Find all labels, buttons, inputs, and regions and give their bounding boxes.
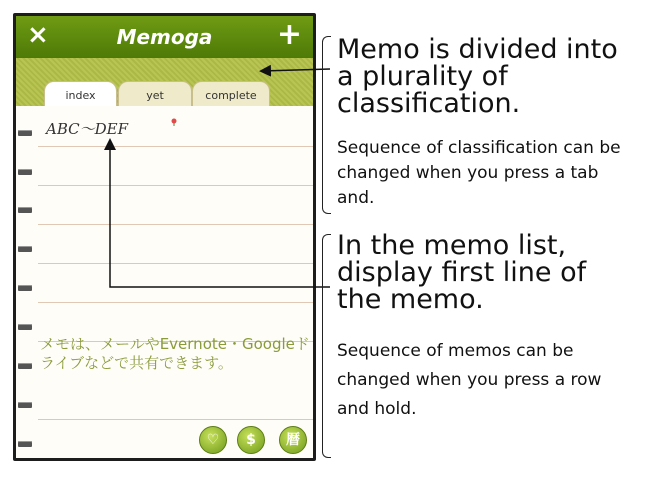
app-title: Memoga — [116, 25, 213, 49]
annotation-tabs-sub: Sequence of classification can be changed when you press a tab and. — [337, 138, 621, 208]
tab-arrow — [262, 69, 330, 71]
tab-yet[interactable]: yet — [118, 81, 192, 109]
share-info-text: メモは、メールやEvernote・Googleドライブなどで共有できます。 — [40, 335, 310, 372]
add-icon[interactable]: + — [276, 17, 302, 52]
heart-icon[interactable]: ♡ — [199, 426, 227, 454]
annotation-list-title: In the memo list, display first line of the memo. — [337, 230, 587, 315]
memo-arrow — [110, 141, 330, 287]
tab-index[interactable]: index — [44, 81, 117, 109]
calendar-icon[interactable]: 暦 — [279, 426, 307, 454]
annotation-list-sub: Sequence of memos can be changed when you press a row and hold. — [337, 341, 602, 419]
bracket — [322, 36, 331, 214]
bracket — [322, 234, 331, 458]
close-icon[interactable]: × — [27, 20, 49, 50]
memo-first-line: ABC～DEF — [46, 120, 128, 138]
tab-complete[interactable]: complete — [192, 81, 270, 109]
dollar-icon[interactable]: $ — [237, 426, 265, 454]
annotation-tabs-title: Memo is divided into a plurality of classification. — [337, 34, 618, 119]
